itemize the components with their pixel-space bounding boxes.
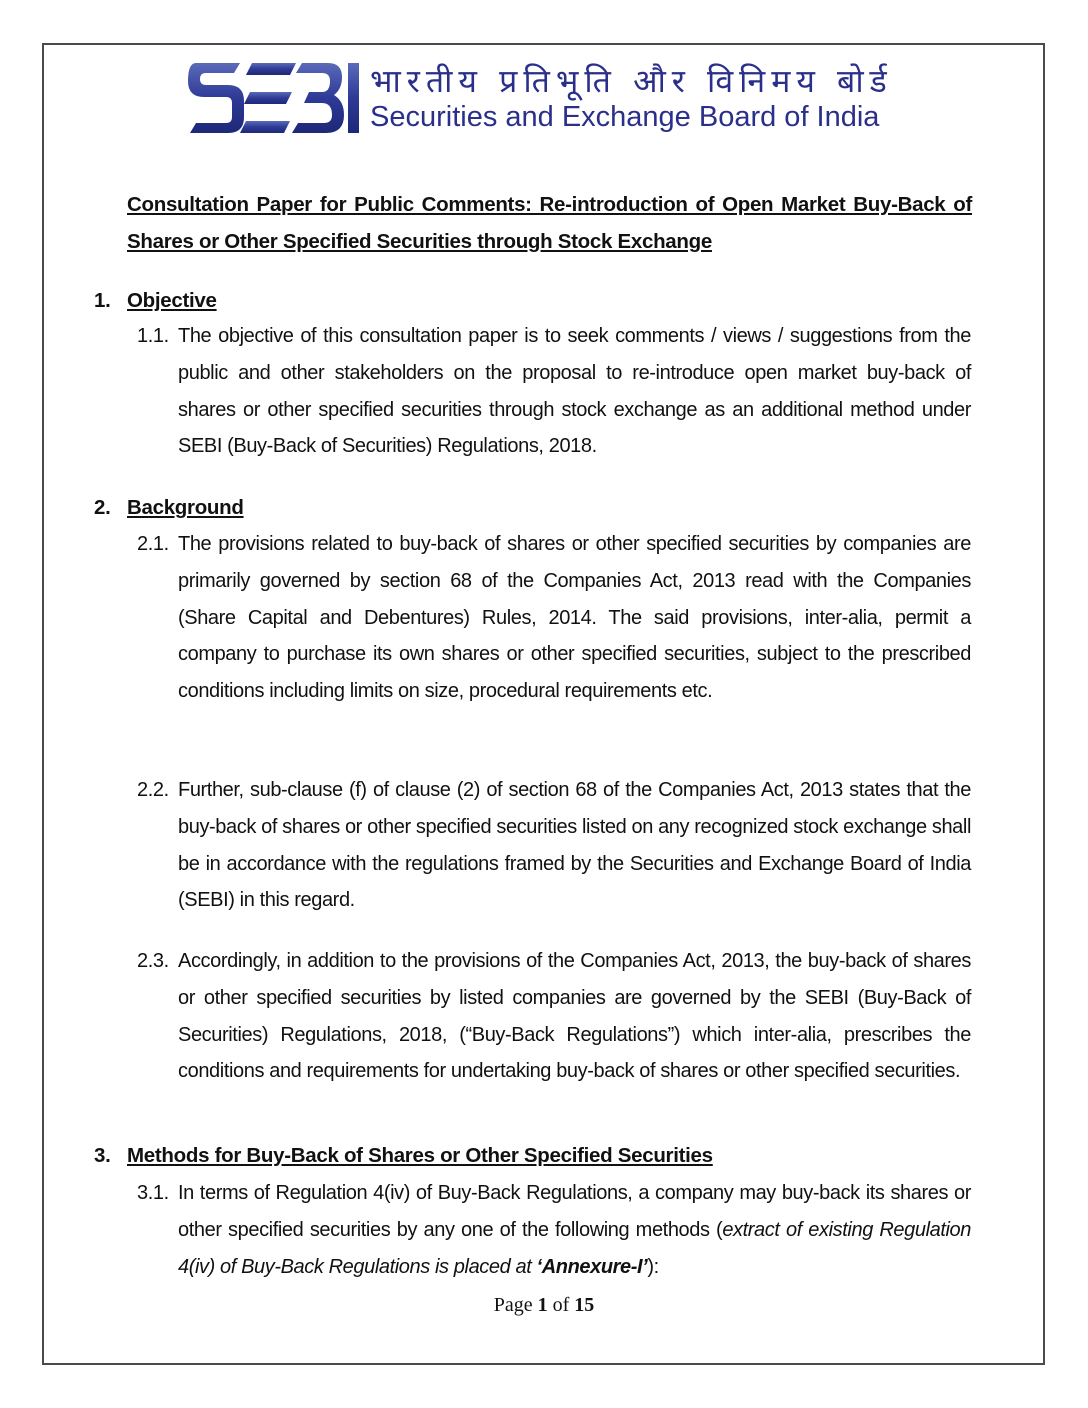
section-title: Methods for Buy-Back of Shares or Other Specified Securities — [127, 1144, 713, 1167]
document-title: Consultation Paper for Public Comments: Re-introduction of Open Market Buy-Back of Shares or Other Specified Securities through Stock Exchange — [127, 193, 972, 253]
paragraph-text-italic: extract of existing Regulation 4(iv) of Buy-Back Regulations is placed at — [178, 1218, 971, 1278]
paragraph-text: The objective of this consultation paper is to seek comments / views / suggestions from the public and other stakeholders on the proposal to re-introduce open market buy-back of shares or other specified securities through stock exchange as an additional method under SEBI (Buy-Back of Securities) Regulations, 2018. — [178, 325, 971, 458]
paragraph-number: 2.2. — [137, 779, 169, 801]
paragraph-text-end: ): — [647, 1255, 659, 1278]
paragraph-3-1 — [137, 1175, 971, 1285]
section-heading-background — [94, 494, 244, 522]
page-footer — [0, 1294, 1088, 1317]
section-title: Background — [127, 496, 244, 519]
paragraph-text: Further, sub-clause (f) of clause (2) of section 68 of the Companies Act, 2013 states that the buy-back of shares or other specified securities listed on any recognized stock exchange shall be in accordance with the regulations framed by the Securities and Exchange Board of India (SEBI) in this regard. — [178, 779, 971, 912]
paragraph-number: 1.1. — [137, 325, 169, 347]
annexure-reference: ‘Annexure-I’ — [536, 1255, 648, 1278]
paragraph-text — [178, 1175, 971, 1285]
paragraph-number: 2.3. — [137, 950, 169, 972]
section-heading-objective — [94, 287, 217, 315]
paragraph-2-1 — [137, 526, 971, 710]
paragraph-text: Accordingly, in addition to the provisions of the Companies Act, 2013, the buy-back of shares or other specified securities by listed companies are governed by the SEBI (Buy-Back of Securities) Regulations, 2018, (“Buy-Back Regulations”) which inter-alia, prescribes the conditions and requirements for undertaking buy-back of shares or other specified securities. — [178, 950, 971, 1083]
of-label: of — [552, 1294, 570, 1316]
section-title: Objective — [127, 289, 217, 312]
total-pages: 15 — [574, 1294, 595, 1316]
paragraph-2-3 — [137, 943, 971, 1090]
paragraph-number: 2.1. — [137, 533, 169, 555]
paragraph-text: The provisions related to buy-back of shares or other specified securities by companies are primarily governed by section 68 of the Companies Act, 2013 read with the Companies (Share Capital and Debentures) Rules, 2014. The said provisions, inter-alia, permit a company to purchase its own shares or other specified securities, subject to the prescribed conditions including limits on size, procedural requirements etc. — [178, 533, 971, 703]
current-page-number: 1 — [537, 1294, 548, 1316]
logo-english-name: Securities and Exchange Board of India — [370, 101, 880, 133]
page-label: Page — [493, 1294, 533, 1316]
section-number: 2. — [94, 496, 111, 519]
section-number: 3. — [94, 1144, 111, 1167]
sebi-logo-mark-icon — [188, 59, 360, 137]
paragraph-number: 3.1. — [137, 1182, 169, 1204]
section-number: 1. — [94, 289, 111, 312]
logo-hindi-name: भारतीय प्रतिभूति और विनिमय बोर्ड — [370, 62, 893, 100]
paragraph-2-2 — [137, 772, 971, 919]
section-heading-methods — [94, 1142, 713, 1170]
sebi-logo — [188, 58, 908, 138]
paragraph-text-plain: In terms of Regulation 4(iv) of Buy-Back Regulations, a company may buy-back its shares or other specified securities by any one of the following methods ( — [178, 1182, 971, 1241]
paragraph-1-1 — [137, 318, 971, 465]
